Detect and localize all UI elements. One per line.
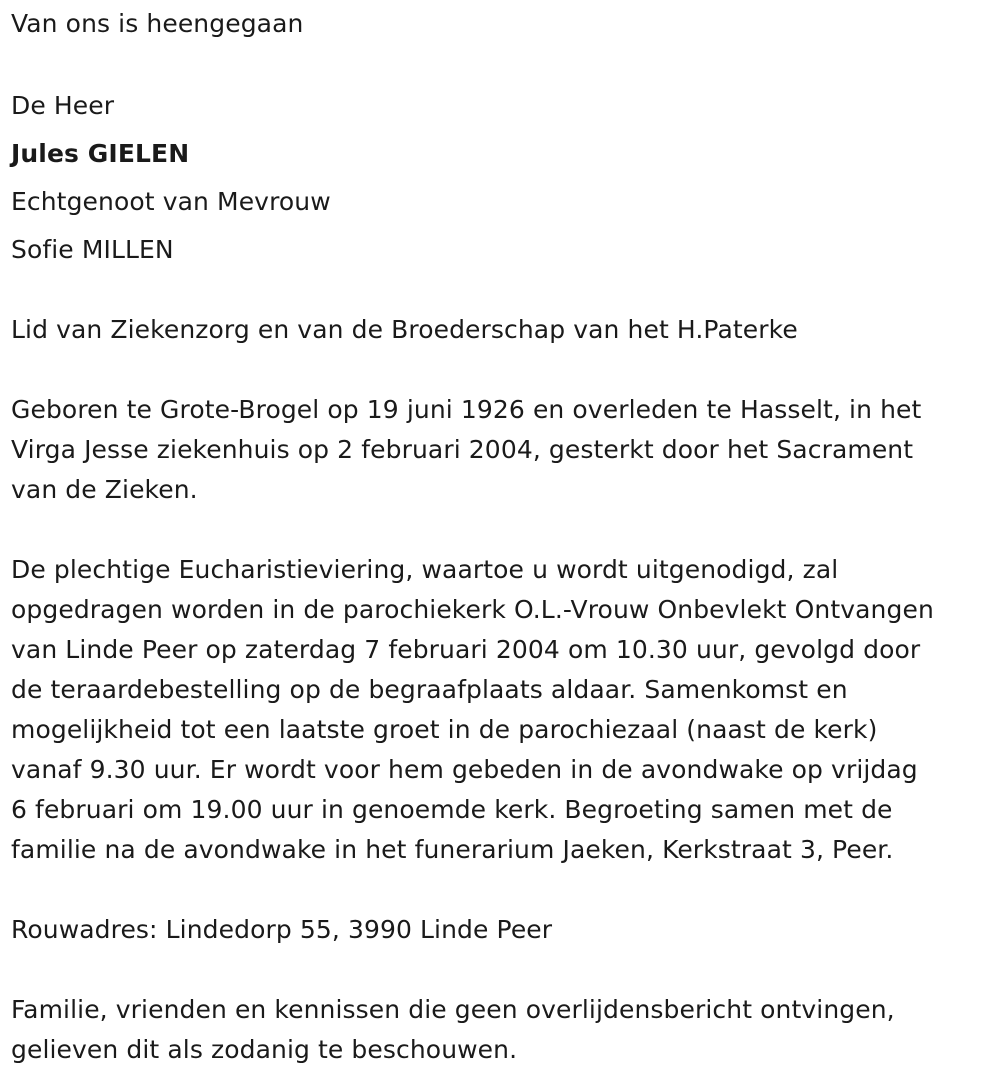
closing-line: gelieven dit als zodanig te beschouwen. bbox=[11, 1035, 518, 1064]
ceremony-line: 6 februari om 19.00 uur in genoemde kerk. Begroeting samen met de bbox=[11, 795, 893, 824]
ceremony-line: De plechtige Eucharistieviering, waartoe u wordt uitgenodigd, zal bbox=[11, 555, 839, 584]
ceremony-line: vanaf 9.30 uur. Er wordt voor hem gebeden in de avondwake op vrijdag bbox=[11, 755, 918, 784]
closing-line: Familie, vrienden en kennissen die geen overlijdensbericht ontvingen, bbox=[11, 995, 895, 1024]
birth-death-line: Virga Jesse ziekenhuis op 2 februari 2004, gesterkt door het Sacrament bbox=[11, 435, 914, 464]
ceremony-line: opgedragen worden in de parochiekerk O.L.-Vrouw Onbevlekt Ontvangen bbox=[11, 595, 934, 624]
title-prefix: De Heer bbox=[11, 91, 115, 120]
ceremony-line: familie na de avondwake in het funerarium Jaeken, Kerkstraat 3, Peer. bbox=[11, 835, 894, 864]
ceremony-line: mogelijkheid tot een laatste groet in de parochiezaal (naast de kerk) bbox=[11, 715, 878, 744]
mourning-address: Rouwadres: Lindedorp 55, 3990 Linde Peer bbox=[11, 915, 553, 944]
ceremony-line: de teraardebestelling op de begraafplaats aldaar. Samenkomst en bbox=[11, 675, 848, 704]
spouse-line: Echtgenoot van Mevrouw bbox=[11, 187, 331, 216]
deceased-name: Jules GIELEN bbox=[11, 139, 190, 168]
intro-line: Van ons is heengegaan bbox=[11, 9, 304, 38]
ceremony-line: van Linde Peer op zaterdag 7 februari 2004 om 10.30 uur, gevolgd door bbox=[11, 635, 921, 664]
spouse-name: Sofie MILLEN bbox=[11, 235, 174, 264]
birth-death-line: van de Zieken. bbox=[11, 475, 198, 504]
birth-death-line: Geboren te Grote-Brogel op 19 juni 1926 en overleden te Hasselt, in het bbox=[11, 395, 922, 424]
membership-line: Lid van Ziekenzorg en van de Broederschap van het H.Paterke bbox=[11, 315, 798, 344]
